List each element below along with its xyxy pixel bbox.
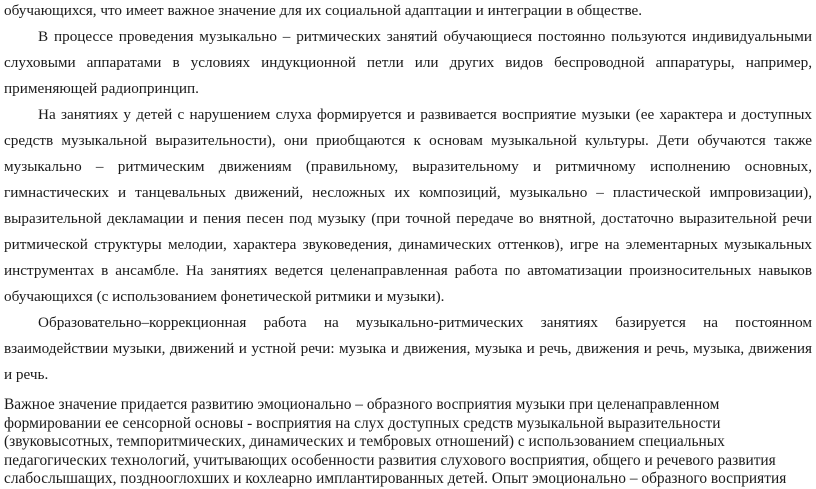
paragraph-continuation: обучающихся, что имеет важное значение для их социальной адаптации и интеграции в обществе. [4,2,643,19]
paragraph-emotional-perception: Важное значение придается развитию эмоционально – образного восприятия музыки при целенаправленном формировании ее сенсорной основы - восприятия на слух доступных средств музыкальной выразительности (звуковысотных, темпоритмических, динамических и тембровых отношений) с использованием специальных педагогических технологий, учитывающих особенности развития слухового восприятия, общего и речевого развития слабослышащих, позднооглохших и кохлеарно имплантированных детей. Опыт эмоционально – образного восприятия [4,396,787,487]
paragraph-hearing-aids: В процессе проведения музыкально – ритмических занятий обучающиеся постоянно пользуются индивидуальными слуховыми аппаратами в условиях индукционной петли или других видов беспроводной аппаратуры, например, применяющей радиопринцип. [4,28,812,97]
paragraph-music-perception: На занятиях у детей с нарушением слуха формируется и развивается восприятие музыки (ее характера и доступных средств музыкальной выразительности), они приобщаются к основам музыкальной культуры. Дети обучаются также музыкально – ритмическим движениям (правильному, выразительному и ритмичному исполнению основных, гимнастических и танцевальных движений, несложных их композиций, музыкально – пластической импровизации), выразительной декламации и пения песен под музыку (при точной передаче во внятной, достаточно выразительной речи ритмической структуры мелодии, характера звуковедения, динамических оттенков), игре на элементарных музыкальных инструментах в ансамбле. На занятиях ведется целенаправленная работа по автоматизации произносительных навыков обучающихся (с использованием фонетической ритмики и музыки). [4,106,812,305]
paragraph-correction-work: Образовательно–коррекционная работа на музыкально-ритмических занятиях базируется на постоянном взаимодействии музыки, движений и устной речи: музыка и движения, музыка и речь, движения и речь, музыка, движения и речь. [4,314,812,383]
